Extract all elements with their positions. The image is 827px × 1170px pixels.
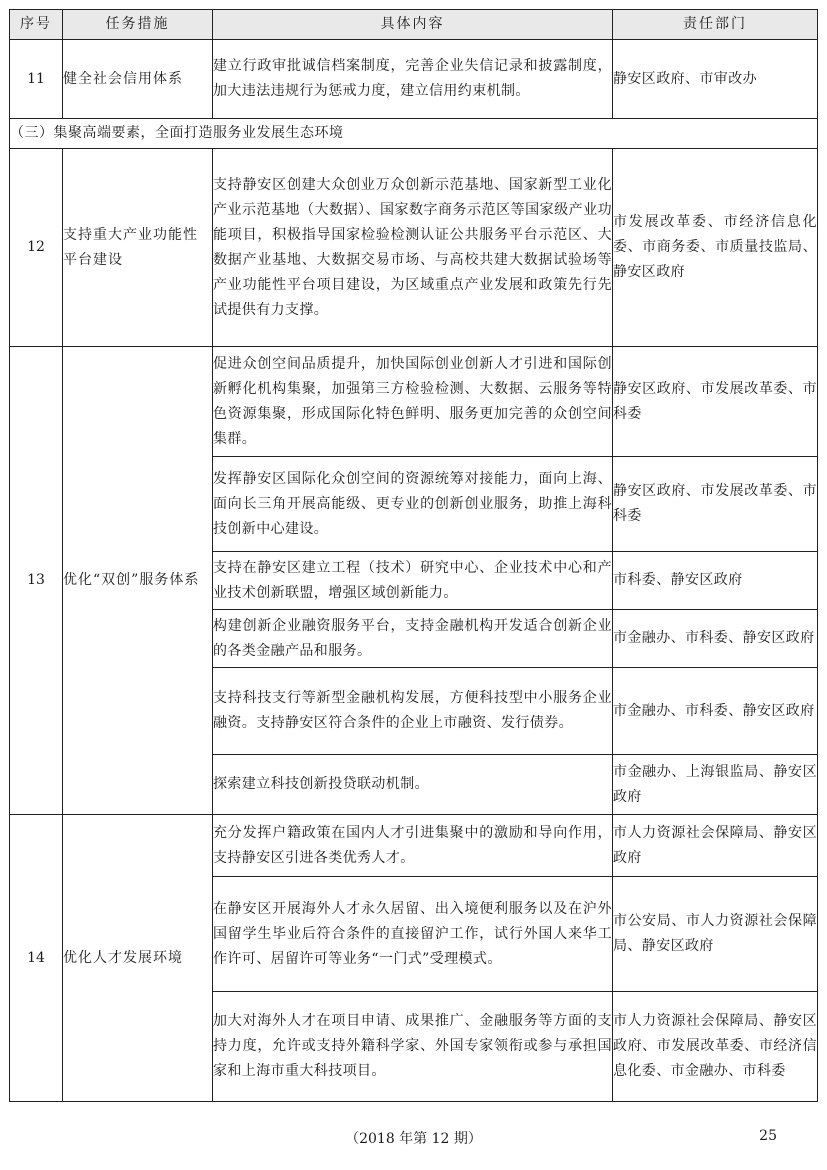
task-cell: 优化“双创”服务体系 bbox=[63, 347, 213, 815]
dept-cell: 市人力资源社会保障局、静安区政府、市发展改革委、市经济信息化委、市金融办、市科委 bbox=[613, 992, 818, 1102]
table-row bbox=[10, 40, 818, 119]
dept-cell: 市发展改革委、市经济信息化委、市商务委、市质量技监局、静安区政府 bbox=[613, 149, 818, 347]
dept-cell: 市科委、静安区政府 bbox=[613, 552, 818, 610]
row-number: 13 bbox=[10, 347, 63, 815]
content-cell: 充分发挥户籍政策在国内人才引进集聚中的激励和导向作用，支持静安区引进各类优秀人才。 bbox=[213, 815, 613, 877]
task-cell: 优化人才发展环境 bbox=[63, 815, 213, 1102]
header-dept: 责任部门 bbox=[613, 10, 818, 40]
content-cell: 支持科技支行等新型金融机构发展，方便科技型中小服务企业融资。支持静安区符合条件的企业上市融资、发行债券。 bbox=[213, 668, 613, 755]
dept-cell: 静安区政府、市发展改革委、市科委 bbox=[613, 457, 818, 552]
header-task: 任务措施 bbox=[63, 10, 213, 40]
row-number: 12 bbox=[10, 149, 63, 347]
dept-cell: 市金融办、市科委、静安区政府 bbox=[613, 668, 818, 755]
content-cell: 在静安区开展海外人才永久居留、出入境便利服务以及在沪外国留学生毕业后符合条件的直接留沪工作，试行外国人来华工作许可、居留许可等业务“一门式”受理模式。 bbox=[213, 877, 613, 992]
page-footer bbox=[0, 1128, 827, 1150]
dept-cell: 市公安局、市人力资源社会保障局、静安区政府 bbox=[613, 877, 818, 992]
task-cell: 健全社会信用体系 bbox=[63, 40, 213, 119]
header-no: 序号 bbox=[10, 10, 63, 40]
dept-cell: 市金融办、上海银监局、静安区政府 bbox=[613, 755, 818, 815]
table-header-row bbox=[10, 10, 818, 40]
table-row bbox=[10, 347, 818, 457]
page-number: 25 bbox=[759, 1128, 777, 1144]
task-table bbox=[9, 9, 818, 1102]
dept-cell: 静安区政府、市审改办 bbox=[613, 40, 818, 119]
content-cell: 支持静安区创建大众创业万众创新示范基地、国家新型工业化产业示范基地（大数据）、国家数字商务示范区等国家级产业功能项目，积极指导国家检验检测认证公共服务平台示范区、大数据产业基地、大数据交易市场、与高校共建大数据试验场等产业功能性平台项目建设，为区域重点产业发展和政策先行先试提供有力支撑。 bbox=[213, 149, 613, 347]
dept-cell: 市人力资源社会保障局、静安区政府 bbox=[613, 815, 818, 877]
issue-label: （2018 年第 12 期） bbox=[345, 1131, 482, 1147]
dept-cell: 市金融办、市科委、静安区政府 bbox=[613, 610, 818, 668]
content-cell: 构建创新企业融资服务平台，支持金融机构开发适合创新企业的各类金融产品和服务。 bbox=[213, 610, 613, 668]
content-cell: 探索建立科技创新投贷联动机制。 bbox=[213, 755, 613, 815]
content-cell: 加大对海外人才在项目申请、成果推广、金融服务等方面的支持力度，允许或支持外籍科学家、外国专家领衔或参与承担国家和上海市重大科技项目。 bbox=[213, 992, 613, 1102]
dept-cell: 静安区政府、市发展改革委、市科委 bbox=[613, 347, 818, 457]
header-content: 具体内容 bbox=[213, 10, 613, 40]
row-number: 11 bbox=[10, 40, 63, 119]
table-row bbox=[10, 815, 818, 877]
content-cell: 促进众创空间品质提升，加快国际创业创新人才引进和国际创新孵化机构集聚，加强第三方检验检测、大数据、云服务等特色资源集聚，形成国际化特色鲜明、服务更加完善的众创空间集群。 bbox=[213, 347, 613, 457]
content-cell: 建立行政审批诚信档案制度，完善企业失信记录和披露制度，加大违法违规行为惩戒力度，建立信用约束机制。 bbox=[213, 40, 613, 119]
task-cell: 支持重大产业功能性平台建设 bbox=[63, 149, 213, 347]
section-row bbox=[10, 119, 818, 149]
row-number: 14 bbox=[10, 815, 63, 1102]
content-cell: 发挥静安区国际化众创空间的资源统筹对接能力，面向上海、面向长三角开展高能级、更专业的创新创业服务，助推上海科技创新中心建设。 bbox=[213, 457, 613, 552]
section-heading: （三）集聚高端要素，全面打造服务业发展生态环境 bbox=[10, 119, 818, 149]
content-cell: 支持在静安区建立工程（技术）研究中心、企业技术中心和产业技术创新联盟，增强区域创新能力。 bbox=[213, 552, 613, 610]
table-row bbox=[10, 149, 818, 347]
